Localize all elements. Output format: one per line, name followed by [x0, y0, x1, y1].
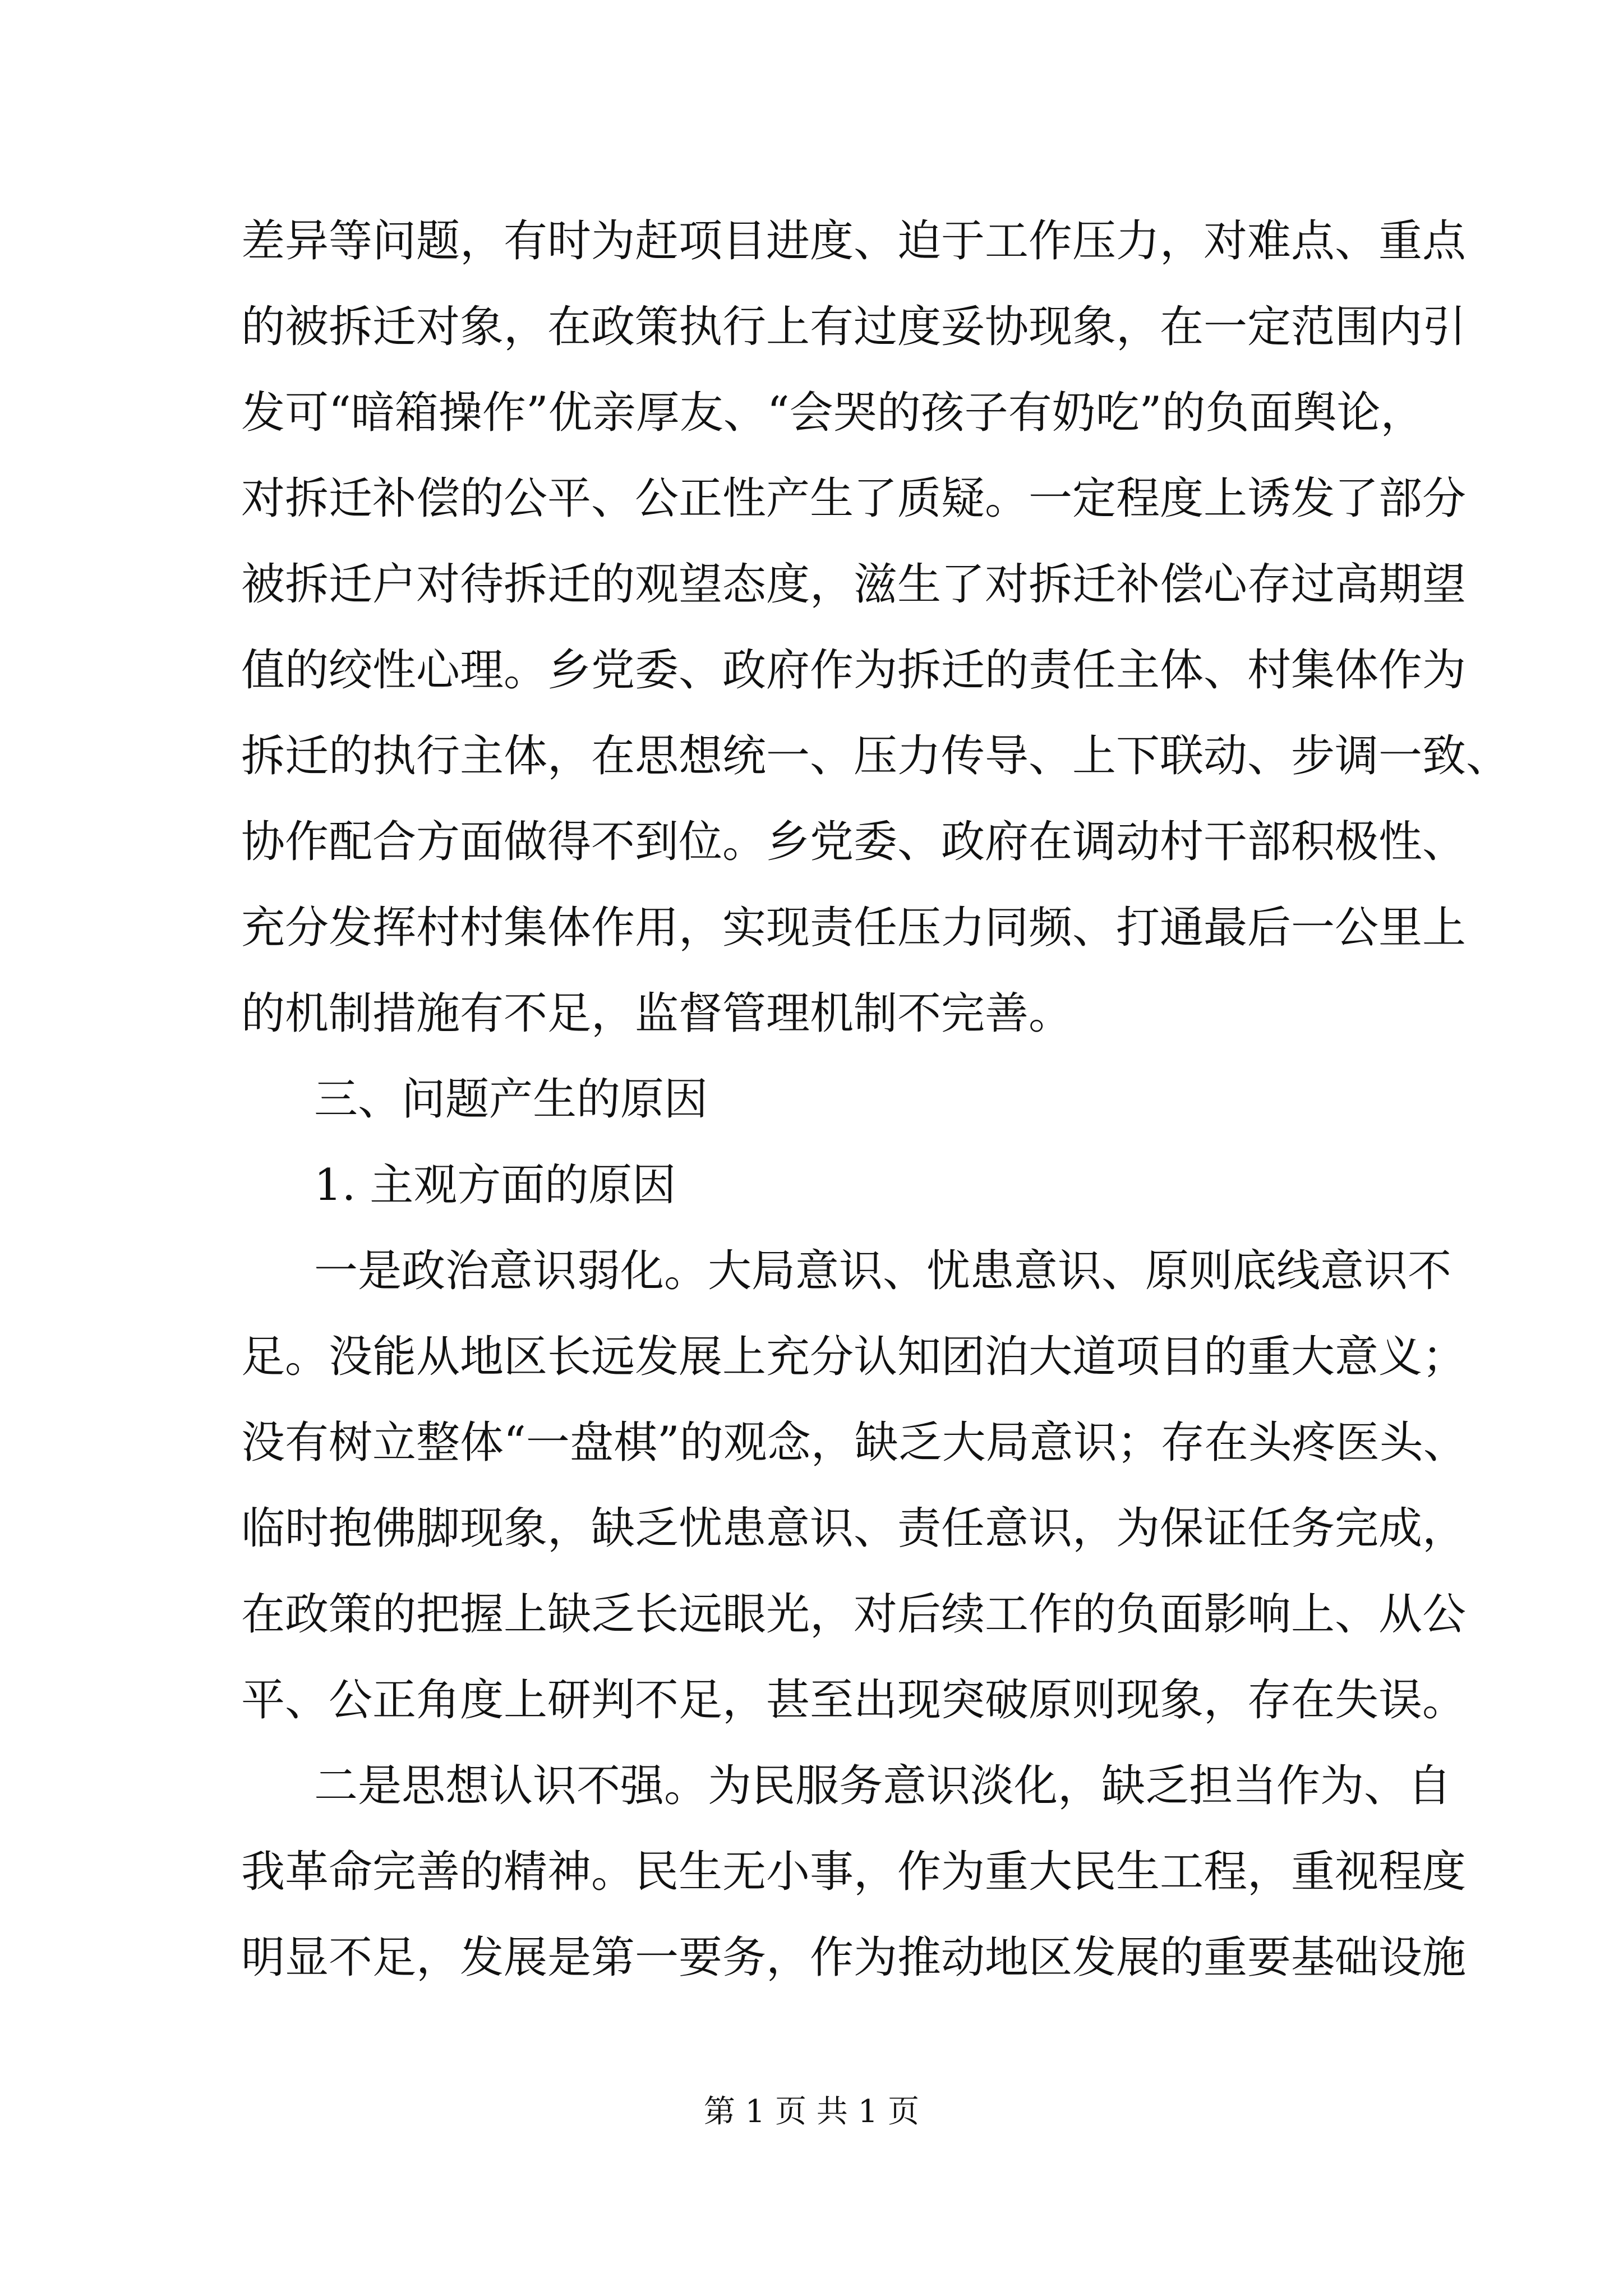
body-text-line: 对拆迁补偿的公平、公正性产生了质疑。一定程度上诱发了部分: [241, 473, 1467, 524]
body-text-line: 没有树立整体“一盘棋”的观念，缺乏大局意识；存在头疼医头、: [241, 1418, 1467, 1468]
body-text-line: 充分发挥村村集体作用，实现责任压力同频、打通最后一公里上: [241, 903, 1467, 953]
body-text-line: 的被拆迁对象，在政策执行上有过度妥协现象，在一定范围内引: [241, 302, 1467, 352]
section-heading: 三、问题产生的原因: [314, 1074, 708, 1125]
body-text-line: 明显不足，发展是第一要务，作为推动地区发展的重要基础设施: [241, 1932, 1467, 1983]
body-text-line: 协作配合方面做得不到位。乡党委、政府在调动村干部积极性、: [241, 817, 1467, 867]
body-text-line: 临时抱佛脚现象，缺乏忧患意识、责任意识，为保证任务完成，: [241, 1503, 1467, 1554]
body-text-line: 拆迁的执行主体，在思想统一、压力传导、上下联动、步调一致、: [241, 731, 1510, 781]
body-text-line: 我革命完善的精神。民生无小事，作为重大民生工程，重视程度: [241, 1847, 1467, 1897]
subsection-heading: 1. 主观方面的原因: [314, 1160, 676, 1211]
body-text-line: 在政策的把握上缺乏长远眼光，对后续工作的负面影响上、从公: [241, 1589, 1467, 1640]
body-text-line: 的机制措施有不足，监督管理机制不完善。: [241, 988, 1073, 1039]
body-text-line: 发可“暗箱操作”优亲厚友、“会哭的孩子有奶吃”的负面舆论，: [241, 388, 1424, 438]
body-text-line: 平、公正角度上研判不足，甚至出现突破原则现象，存在失误。: [241, 1675, 1467, 1726]
body-text-line: 被拆迁户对待拆迁的观望态度，滋生了对拆迁补偿心存过高期望: [241, 559, 1467, 610]
body-text-line: 差异等问题，有时为赶项目进度、迫于工作压力，对难点、重点: [241, 216, 1467, 266]
body-text-line: 足。没能从地区长远发展上充分认知团泊大道项目的重大意义；: [241, 1332, 1467, 1382]
paragraph-first-line: 一是政治意识弱化。大局意识、忧患意识、原则底线意识不: [314, 1246, 1452, 1296]
page-footer: 第 1 页 共 1 页: [703, 2093, 920, 2130]
paragraph-first-line: 二是思想认识不强。为民服务意识淡化，缺乏担当作为、自: [314, 1761, 1452, 1811]
body-text-line: 值的绞性心理。乡党委、政府作为拆迁的责任主体、村集体作为: [241, 645, 1467, 696]
